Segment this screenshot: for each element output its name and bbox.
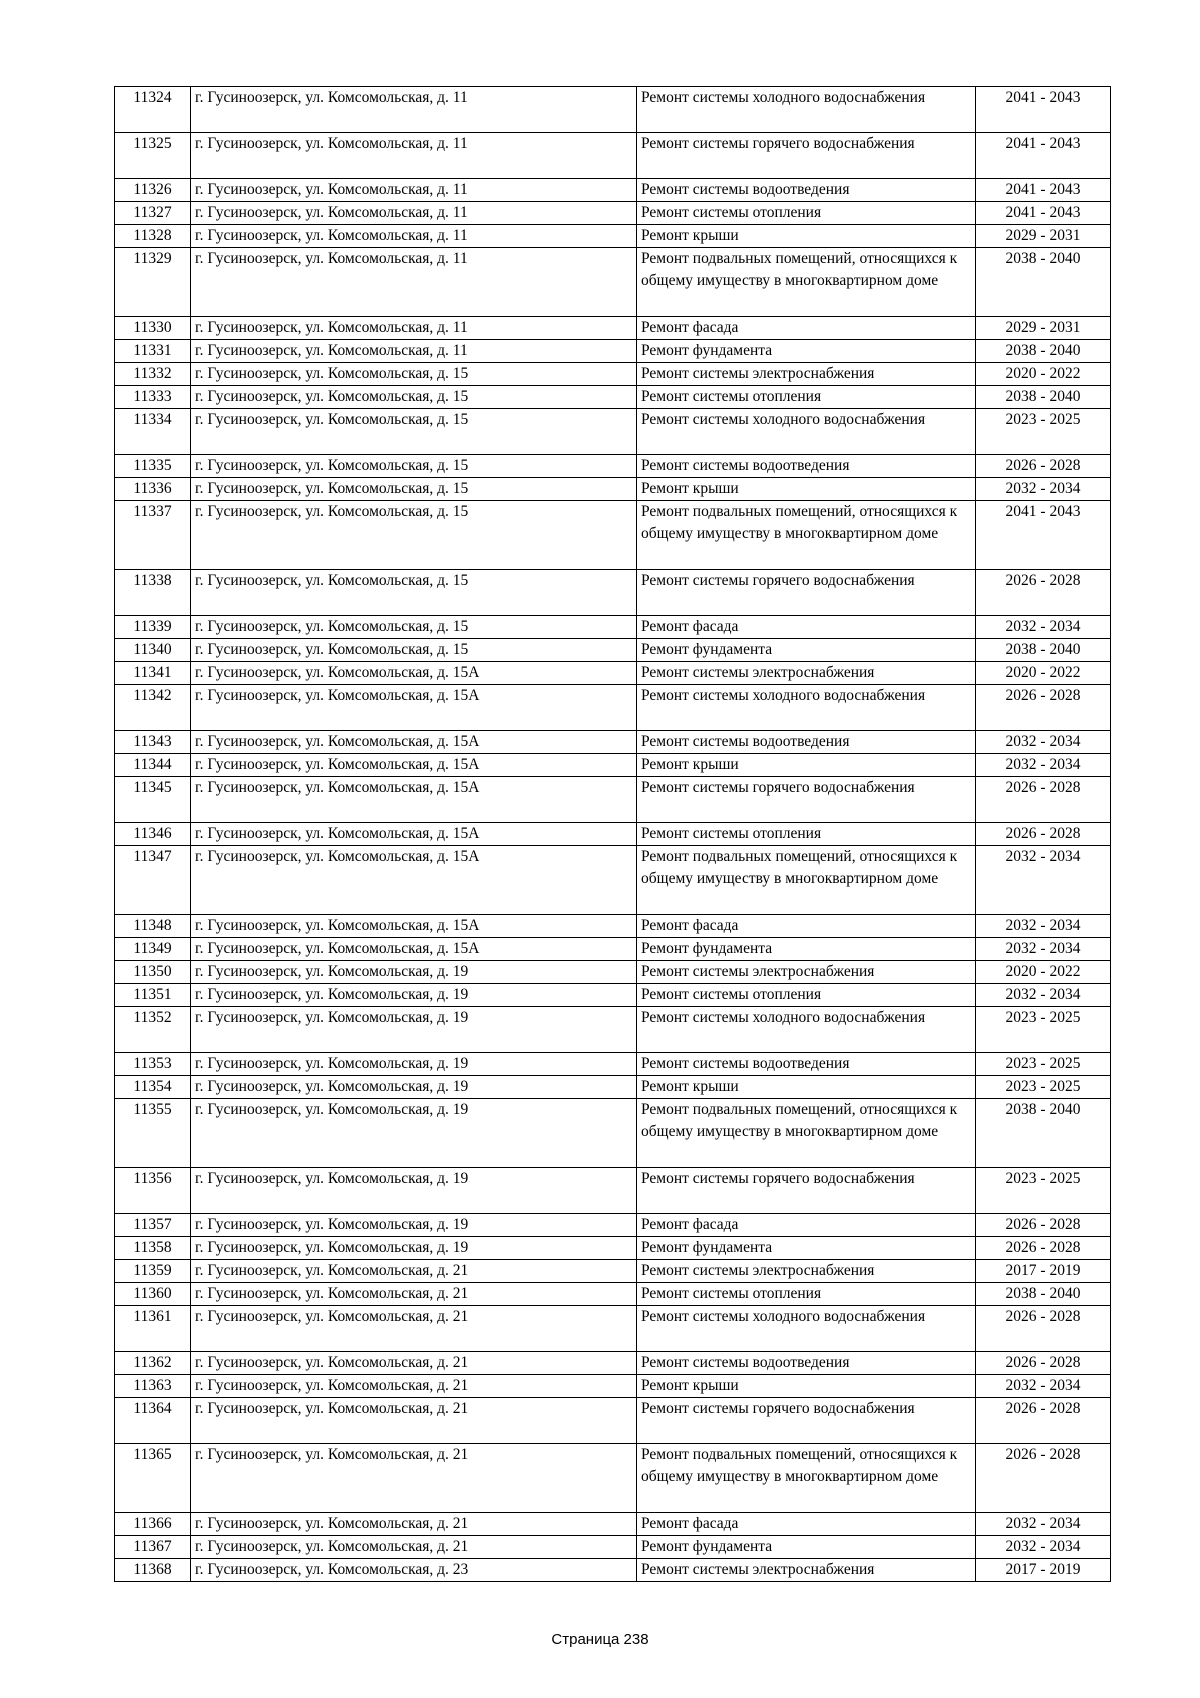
work-type-cell: Ремонт системы горячего водоснабжения [637,777,976,823]
period-cell: 2026 - 2028 [976,1398,1111,1444]
row-id-cell: 11360 [115,1283,191,1306]
row-id-cell: 11329 [115,248,191,317]
work-type-cell: Ремонт фундамента [637,639,976,662]
address-cell: г. Гусиноозерск, ул. Комсомольская, д. 19 [191,1099,637,1168]
work-type-cell: Ремонт фасада [637,1513,976,1536]
address-cell: г. Гусиноозерск, ул. Комсомольская, д. 19 [191,984,637,1007]
period-cell: 2032 - 2034 [976,616,1111,639]
row-id-cell: 11340 [115,639,191,662]
work-type-cell: Ремонт системы холодного водоснабжения [637,87,976,133]
row-id-cell: 11368 [115,1559,191,1582]
address-cell: г. Гусиноозерск, ул. Комсомольская, д. 21 [191,1398,637,1444]
row-id-cell: 11338 [115,570,191,616]
address-cell: г. Гусиноозерск, ул. Комсомольская, д. 21 [191,1444,637,1513]
table-row [115,248,1111,317]
table-row [115,1398,1111,1444]
table-row [115,202,1111,225]
table-row [115,984,1111,1007]
table-row [115,317,1111,340]
period-cell: 2038 - 2040 [976,639,1111,662]
work-type-cell: Ремонт фундамента [637,1536,976,1559]
work-type-cell: Ремонт системы горячего водоснабжения [637,133,976,179]
row-id-cell: 11325 [115,133,191,179]
address-cell: г. Гусиноозерск, ул. Комсомольская, д. 15 [191,570,637,616]
table-row [115,409,1111,455]
table-row [115,639,1111,662]
table-row [115,938,1111,961]
work-type-cell: Ремонт системы холодного водоснабжения [637,685,976,731]
address-cell: г. Гусиноозерск, ул. Комсомольская, д. 19 [191,961,637,984]
address-cell: г. Гусиноозерск, ул. Комсомольская, д. 23 [191,1559,637,1582]
row-id-cell: 11336 [115,478,191,501]
work-type-cell: Ремонт системы водоотведения [637,731,976,754]
period-cell: 2029 - 2031 [976,317,1111,340]
table-row [115,1375,1111,1398]
work-type-cell: Ремонт крыши [637,1375,976,1398]
period-cell: 2041 - 2043 [976,501,1111,570]
address-cell: г. Гусиноозерск, ул. Комсомольская, д. 11 [191,133,637,179]
work-type-cell: Ремонт подвальных помещений, относящихся к общему имуществу в многоквартирном доме [637,846,976,915]
row-id-cell: 11339 [115,616,191,639]
work-type-cell: Ремонт системы горячего водоснабжения [637,570,976,616]
row-id-cell: 11328 [115,225,191,248]
row-id-cell: 11350 [115,961,191,984]
work-type-cell: Ремонт системы водоотведения [637,1352,976,1375]
address-cell: г. Гусиноозерск, ул. Комсомольская, д. 15А [191,846,637,915]
work-type-cell: Ремонт системы отопления [637,823,976,846]
period-cell: 2026 - 2028 [976,777,1111,823]
address-cell: г. Гусиноозерск, ул. Комсомольская, д. 15А [191,731,637,754]
address-cell: г. Гусиноозерск, ул. Комсомольская, д. 19 [191,1237,637,1260]
table-row [115,1053,1111,1076]
address-cell: г. Гусиноозерск, ул. Комсомольская, д. 15 [191,455,637,478]
address-cell: г. Гусиноозерск, ул. Комсомольская, д. 19 [191,1168,637,1214]
row-id-cell: 11346 [115,823,191,846]
address-cell: г. Гусиноозерск, ул. Комсомольская, д. 21 [191,1283,637,1306]
table-row [115,616,1111,639]
period-cell: 2038 - 2040 [976,340,1111,363]
table-row [115,846,1111,915]
work-type-cell: Ремонт крыши [637,754,976,777]
row-id-cell: 11347 [115,846,191,915]
row-id-cell: 11355 [115,1099,191,1168]
work-type-cell: Ремонт системы электроснабжения [637,1559,976,1582]
table-row [115,1559,1111,1582]
period-cell: 2020 - 2022 [976,662,1111,685]
work-type-cell: Ремонт фундамента [637,340,976,363]
row-id-cell: 11356 [115,1168,191,1214]
work-type-cell: Ремонт крыши [637,478,976,501]
row-id-cell: 11367 [115,1536,191,1559]
address-cell: г. Гусиноозерск, ул. Комсомольская, д. 15А [191,777,637,823]
address-cell: г. Гусиноозерск, ул. Комсомольская, д. 21 [191,1536,637,1559]
row-id-cell: 11327 [115,202,191,225]
address-cell: г. Гусиноозерск, ул. Комсомольская, д. 21 [191,1513,637,1536]
work-type-cell: Ремонт подвальных помещений, относящихся к общему имуществу в многоквартирном доме [637,248,976,317]
table-row [115,1237,1111,1260]
address-cell: г. Гусиноозерск, ул. Комсомольская, д. 11 [191,202,637,225]
period-cell: 2026 - 2028 [976,1444,1111,1513]
table-row [115,915,1111,938]
period-cell: 2038 - 2040 [976,386,1111,409]
address-cell: г. Гусиноозерск, ул. Комсомольская, д. 11 [191,317,637,340]
table-row [115,133,1111,179]
work-type-cell: Ремонт системы отопления [637,202,976,225]
address-cell: г. Гусиноозерск, ул. Комсомольская, д. 11 [191,179,637,202]
table-row [115,1536,1111,1559]
address-cell: г. Гусиноозерск, ул. Комсомольская, д. 21 [191,1306,637,1352]
table-row [115,478,1111,501]
work-type-cell: Ремонт подвальных помещений, относящихся к общему имуществу в многоквартирном доме [637,501,976,570]
row-id-cell: 11357 [115,1214,191,1237]
table-row [115,1076,1111,1099]
work-type-cell: Ремонт системы холодного водоснабжения [637,1007,976,1053]
table-row [115,1007,1111,1053]
period-cell: 2032 - 2034 [976,1375,1111,1398]
table-row [115,1444,1111,1513]
period-cell: 2023 - 2025 [976,1076,1111,1099]
works-table [114,86,1111,1582]
row-id-cell: 11326 [115,179,191,202]
period-cell: 2023 - 2025 [976,1053,1111,1076]
period-cell: 2023 - 2025 [976,1007,1111,1053]
table-row [115,570,1111,616]
work-type-cell: Ремонт системы горячего водоснабжения [637,1398,976,1444]
address-cell: г. Гусиноозерск, ул. Комсомольская, д. 15 [191,501,637,570]
page-number: Страница 238 [551,1631,649,1648]
table-row [115,662,1111,685]
row-id-cell: 11343 [115,731,191,754]
work-type-cell: Ремонт системы отопления [637,984,976,1007]
period-cell: 2023 - 2025 [976,409,1111,455]
period-cell: 2041 - 2043 [976,87,1111,133]
row-id-cell: 11349 [115,938,191,961]
period-cell: 2026 - 2028 [976,1352,1111,1375]
row-id-cell: 11365 [115,1444,191,1513]
row-id-cell: 11354 [115,1076,191,1099]
address-cell: г. Гусиноозерск, ул. Комсомольская, д. 19 [191,1214,637,1237]
table-row [115,340,1111,363]
table-row [115,1513,1111,1536]
table-row [115,731,1111,754]
period-cell: 2017 - 2019 [976,1260,1111,1283]
address-cell: г. Гусиноозерск, ул. Комсомольская, д. 15А [191,754,637,777]
address-cell: г. Гусиноозерск, ул. Комсомольская, д. 15 [191,386,637,409]
period-cell: 2026 - 2028 [976,685,1111,731]
period-cell: 2026 - 2028 [976,823,1111,846]
address-cell: г. Гусиноозерск, ул. Комсомольская, д. 15 [191,478,637,501]
row-id-cell: 11330 [115,317,191,340]
table-row [115,685,1111,731]
address-cell: г. Гусиноозерск, ул. Комсомольская, д. 19 [191,1076,637,1099]
period-cell: 2023 - 2025 [976,1168,1111,1214]
address-cell: г. Гусиноозерск, ул. Комсомольская, д. 11 [191,87,637,133]
address-cell: г. Гусиноозерск, ул. Комсомольская, д. 15А [191,823,637,846]
period-cell: 2026 - 2028 [976,455,1111,478]
period-cell: 2032 - 2034 [976,984,1111,1007]
row-id-cell: 11341 [115,662,191,685]
row-id-cell: 11337 [115,501,191,570]
address-cell: г. Гусиноозерск, ул. Комсомольская, д. 15А [191,938,637,961]
period-cell: 2017 - 2019 [976,1559,1111,1582]
period-cell: 2041 - 2043 [976,202,1111,225]
work-type-cell: Ремонт фасада [637,1214,976,1237]
address-cell: г. Гусиноозерск, ул. Комсомольская, д. 15А [191,662,637,685]
row-id-cell: 11359 [115,1260,191,1283]
address-cell: г. Гусиноозерск, ул. Комсомольская, д. 21 [191,1260,637,1283]
period-cell: 2038 - 2040 [976,1099,1111,1168]
row-id-cell: 11342 [115,685,191,731]
table-row [115,1168,1111,1214]
address-cell: г. Гусиноозерск, ул. Комсомольская, д. 15А [191,915,637,938]
table-row [115,1099,1111,1168]
period-cell: 2026 - 2028 [976,1237,1111,1260]
address-cell: г. Гусиноозерск, ул. Комсомольская, д. 11 [191,225,637,248]
period-cell: 2020 - 2022 [976,961,1111,984]
period-cell: 2032 - 2034 [976,731,1111,754]
period-cell: 2041 - 2043 [976,133,1111,179]
table-row [115,501,1111,570]
table-row [115,1283,1111,1306]
address-cell: г. Гусиноозерск, ул. Комсомольская, д. 11 [191,340,637,363]
work-type-cell: Ремонт системы водоотведения [637,455,976,478]
period-cell: 2026 - 2028 [976,570,1111,616]
work-type-cell: Ремонт системы электроснабжения [637,662,976,685]
work-type-cell: Ремонт фундамента [637,1237,976,1260]
period-cell: 2041 - 2043 [976,179,1111,202]
row-id-cell: 11358 [115,1237,191,1260]
work-type-cell: Ремонт подвальных помещений, относящихся к общему имуществу в многоквартирном доме [637,1099,976,1168]
row-id-cell: 11364 [115,1398,191,1444]
row-id-cell: 11362 [115,1352,191,1375]
period-cell: 2029 - 2031 [976,225,1111,248]
address-cell: г. Гусиноозерск, ул. Комсомольская, д. 11 [191,248,637,317]
row-id-cell: 11363 [115,1375,191,1398]
work-type-cell: Ремонт фасада [637,317,976,340]
table-row [115,961,1111,984]
row-id-cell: 11333 [115,386,191,409]
work-type-cell: Ремонт крыши [637,225,976,248]
table-row [115,1306,1111,1352]
row-id-cell: 11335 [115,455,191,478]
work-type-cell: Ремонт фасада [637,915,976,938]
work-type-cell: Ремонт фундамента [637,938,976,961]
address-cell: г. Гусиноозерск, ул. Комсомольская, д. 21 [191,1375,637,1398]
row-id-cell: 11332 [115,363,191,386]
period-cell: 2032 - 2034 [976,1513,1111,1536]
row-id-cell: 11324 [115,87,191,133]
row-id-cell: 11353 [115,1053,191,1076]
work-type-cell: Ремонт системы водоотведения [637,179,976,202]
table-row [115,87,1111,133]
row-id-cell: 11334 [115,409,191,455]
row-id-cell: 11345 [115,777,191,823]
period-cell: 2032 - 2034 [976,478,1111,501]
table-row [115,823,1111,846]
period-cell: 2032 - 2034 [976,915,1111,938]
table-row [115,363,1111,386]
period-cell: 2026 - 2028 [976,1214,1111,1237]
work-type-cell: Ремонт системы отопления [637,386,976,409]
period-cell: 2032 - 2034 [976,1536,1111,1559]
work-type-cell: Ремонт системы водоотведения [637,1053,976,1076]
table-row [115,777,1111,823]
work-type-cell: Ремонт подвальных помещений, относящихся к общему имуществу в многоквартирном доме [637,1444,976,1513]
row-id-cell: 11348 [115,915,191,938]
work-type-cell: Ремонт системы электроснабжения [637,961,976,984]
row-id-cell: 11361 [115,1306,191,1352]
row-id-cell: 11366 [115,1513,191,1536]
row-id-cell: 11352 [115,1007,191,1053]
period-cell: 2032 - 2034 [976,846,1111,915]
work-type-cell: Ремонт системы электроснабжения [637,363,976,386]
period-cell: 2032 - 2034 [976,938,1111,961]
table-row [115,1214,1111,1237]
row-id-cell: 11331 [115,340,191,363]
work-type-cell: Ремонт системы горячего водоснабжения [637,1168,976,1214]
address-cell: г. Гусиноозерск, ул. Комсомольская, д. 15 [191,409,637,455]
work-type-cell: Ремонт крыши [637,1076,976,1099]
period-cell: 2038 - 2040 [976,248,1111,317]
table-row [115,225,1111,248]
address-cell: г. Гусиноозерск, ул. Комсомольская, д. 19 [191,1053,637,1076]
table-body [115,87,1111,1582]
work-type-cell: Ремонт системы холодного водоснабжения [637,409,976,455]
table-row [115,1352,1111,1375]
address-cell: г. Гусиноозерск, ул. Комсомольская, д. 15 [191,639,637,662]
period-cell: 2038 - 2040 [976,1283,1111,1306]
table-row [115,386,1111,409]
row-id-cell: 11351 [115,984,191,1007]
period-cell: 2020 - 2022 [976,363,1111,386]
address-cell: г. Гусиноозерск, ул. Комсомольская, д. 15А [191,685,637,731]
period-cell: 2026 - 2028 [976,1306,1111,1352]
work-type-cell: Ремонт системы отопления [637,1283,976,1306]
address-cell: г. Гусиноозерск, ул. Комсомольская, д. 21 [191,1352,637,1375]
row-id-cell: 11344 [115,754,191,777]
work-type-cell: Ремонт системы холодного водоснабжения [637,1306,976,1352]
work-type-cell: Ремонт системы электроснабжения [637,1260,976,1283]
address-cell: г. Гусиноозерск, ул. Комсомольская, д. 19 [191,1007,637,1053]
work-type-cell: Ремонт фасада [637,616,976,639]
period-cell: 2032 - 2034 [976,754,1111,777]
table-row [115,455,1111,478]
table-row [115,1260,1111,1283]
table-row [115,179,1111,202]
table-row [115,754,1111,777]
address-cell: г. Гусиноозерск, ул. Комсомольская, д. 15 [191,616,637,639]
address-cell: г. Гусиноозерск, ул. Комсомольская, д. 15 [191,363,637,386]
